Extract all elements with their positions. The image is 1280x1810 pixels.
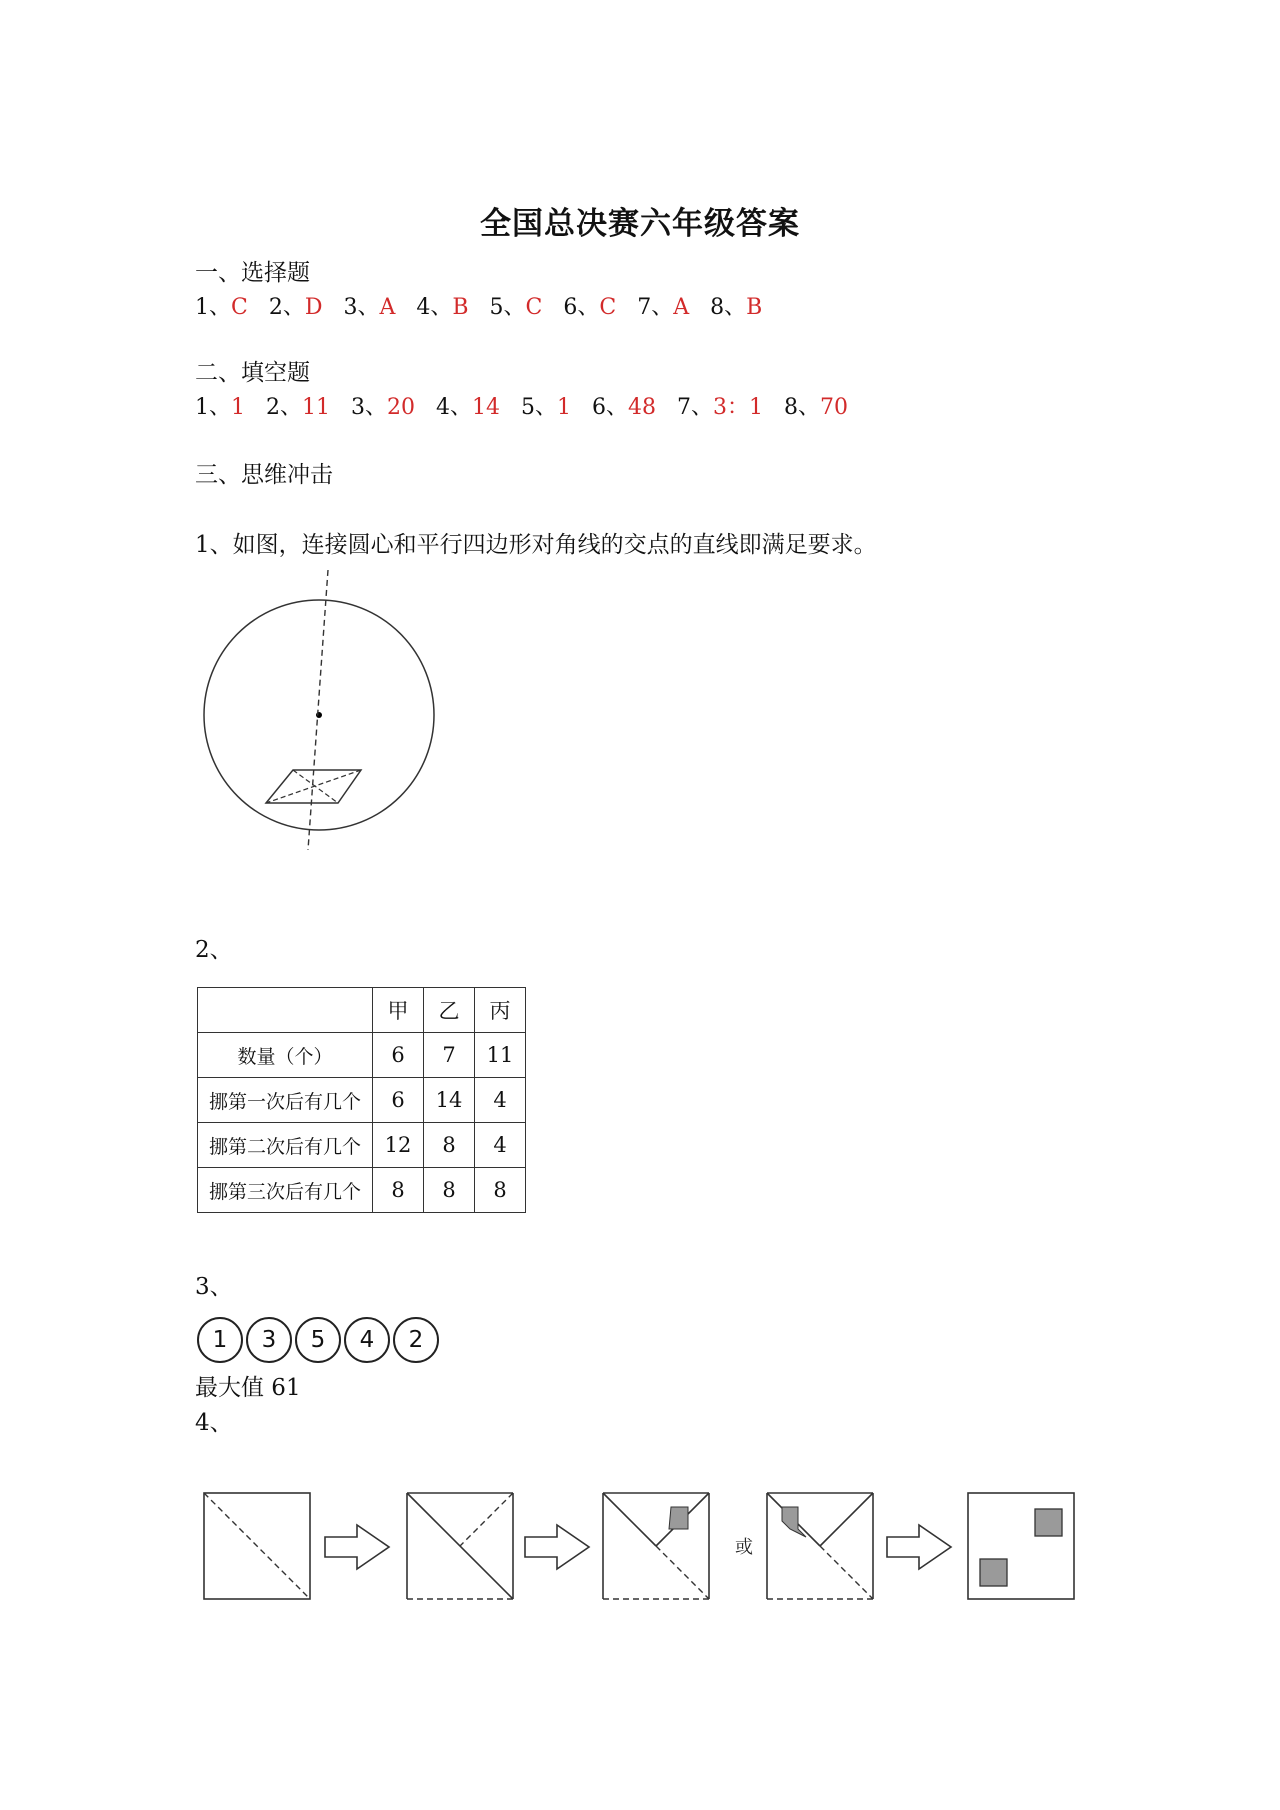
answer-value: B — [452, 295, 469, 320]
answer-item — [416, 295, 468, 320]
answer-number: 2、 — [266, 395, 302, 420]
row-label: 挪第一次后有几个 — [198, 1078, 373, 1123]
table-row — [198, 1123, 526, 1168]
answer-number: 7、 — [677, 395, 713, 420]
paper-folding-figure — [195, 1485, 1095, 1620]
arrow-icon — [887, 1525, 951, 1569]
circled-number: 5 — [295, 1317, 341, 1363]
q4-label: 4、 — [195, 1410, 233, 1436]
table-row — [198, 1168, 526, 1213]
answer-item — [195, 395, 245, 420]
answer-value: C — [231, 295, 248, 320]
fill-answers — [195, 393, 869, 423]
table-cell: 8 — [424, 1123, 475, 1168]
table-cell: 4 — [475, 1078, 526, 1123]
table-cell: 甲 — [373, 988, 424, 1033]
table-cell: 8 — [475, 1168, 526, 1213]
q3-answer: 最大值 61 — [195, 1375, 301, 1401]
circled-number: 3 — [246, 1317, 292, 1363]
table-cell: 6 — [373, 1033, 424, 1078]
answer-item — [490, 295, 543, 320]
circled-number: 1 — [197, 1317, 243, 1363]
answer-value: D — [304, 295, 323, 320]
answer-item — [436, 395, 500, 420]
answer-number: 7、 — [637, 295, 674, 320]
answer-number: 2、 — [268, 295, 305, 320]
answer-number: 3、 — [343, 295, 380, 320]
table-cell: 14 — [424, 1078, 475, 1123]
answer-item — [563, 295, 616, 320]
row-label: 挪第三次后有几个 — [198, 1168, 373, 1213]
choice-answers — [195, 293, 783, 323]
answer-number: 1、 — [195, 295, 231, 320]
answer-item — [637, 295, 689, 320]
answer-number: 5、 — [489, 295, 526, 320]
answer-item — [784, 395, 848, 420]
answer-value: A — [379, 295, 396, 320]
answer-item — [677, 395, 763, 420]
answer-value: A — [673, 295, 690, 320]
table-cell: 4 — [475, 1123, 526, 1168]
answer-item — [266, 395, 330, 420]
answer-number: 1、 — [195, 395, 231, 420]
table-row — [198, 1033, 526, 1078]
arrow-icon — [325, 1525, 389, 1569]
answer-value: 11 — [302, 395, 330, 420]
row-label — [198, 988, 373, 1033]
answer-number: 5、 — [521, 395, 557, 420]
answer-number: 6、 — [592, 395, 628, 420]
answer-value: 3：1 — [713, 395, 763, 420]
q3-label: 3、 — [195, 1274, 233, 1300]
answer-item — [710, 295, 762, 320]
table-header-row — [198, 988, 526, 1033]
q2-label: 2、 — [195, 937, 233, 963]
answer-item — [343, 295, 395, 320]
circle-parallelogram-figure — [195, 565, 455, 855]
section3-heading: 三、思维冲击 — [195, 462, 333, 488]
table-cell: 8 — [424, 1168, 475, 1213]
arrow-icon — [525, 1525, 589, 1569]
answer-number: 6、 — [563, 295, 600, 320]
row-label: 挪第二次后有几个 — [198, 1123, 373, 1168]
table-cell: 丙 — [475, 988, 526, 1033]
table-cell: 12 — [373, 1123, 424, 1168]
answer-number: 4、 — [436, 395, 472, 420]
answer-item — [195, 295, 248, 320]
page-title: 全国总决赛六年级答案 — [480, 206, 800, 242]
answer-item — [521, 395, 571, 420]
answer-value: 70 — [820, 395, 848, 420]
table-cell: 7 — [424, 1033, 475, 1078]
answer-number: 8、 — [784, 395, 820, 420]
answer-value: C — [599, 295, 617, 320]
answer-item — [269, 295, 323, 320]
answer-item — [592, 395, 656, 420]
answer-item — [351, 395, 415, 420]
table-cell: 11 — [475, 1033, 526, 1078]
section1-heading: 一、选择题 — [195, 260, 310, 286]
circled-number: 4 — [344, 1317, 390, 1363]
row-label: 数量（个） — [198, 1033, 373, 1078]
answer-value: C — [525, 295, 543, 320]
answer-value: B — [746, 295, 763, 320]
answer-value: 20 — [387, 395, 415, 420]
table-cell: 乙 — [424, 988, 475, 1033]
answer-value: 1 — [557, 395, 571, 420]
redistribution-table — [197, 987, 526, 1213]
answer-value: 1 — [231, 395, 245, 420]
table-row — [198, 1078, 526, 1123]
table-cell: 8 — [373, 1168, 424, 1213]
answer-value: 14 — [472, 395, 500, 420]
q1-text: 1、如图，连接圆心和平行四边形对角线的交点的直线即满足要求。 — [195, 532, 877, 558]
circled-number: 2 — [393, 1317, 439, 1363]
section2-heading: 二、填空题 — [195, 360, 310, 386]
answer-number: 4、 — [416, 295, 453, 320]
or-text: 或 — [735, 1537, 753, 1558]
answer-value: 48 — [628, 395, 656, 420]
circle-sequence — [197, 1317, 442, 1363]
answer-number: 8、 — [710, 295, 747, 320]
table-cell: 6 — [373, 1078, 424, 1123]
answer-number: 3、 — [351, 395, 387, 420]
